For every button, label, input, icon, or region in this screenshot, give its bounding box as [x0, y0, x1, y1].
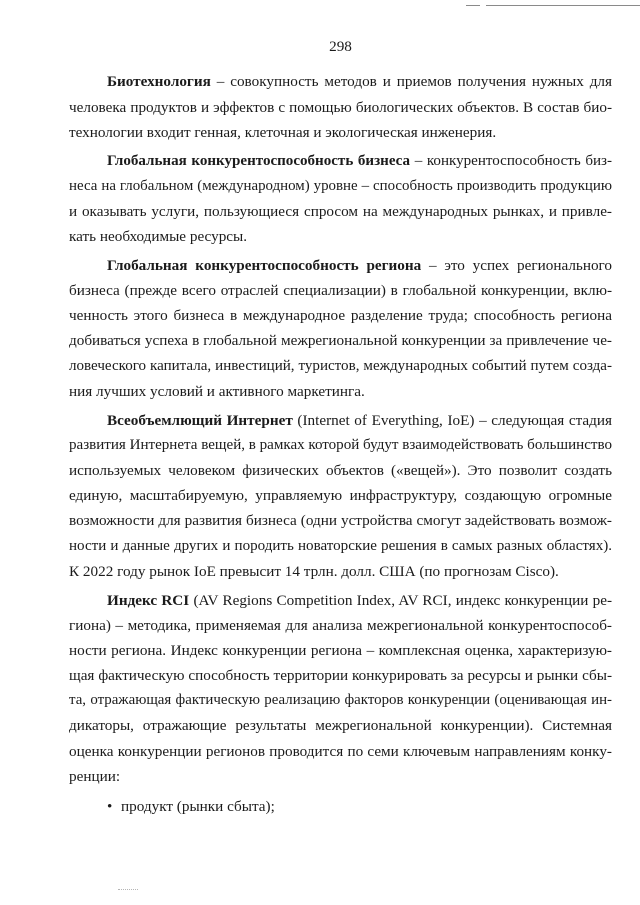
entry-term: Глобальная конкурентоспособность бизнеса — [107, 152, 411, 169]
scan-artifact-line — [486, 5, 640, 6]
glossary-entry-global-business-competitiveness — [69, 149, 612, 250]
text-line: ния лучших условий и активного маркетинга. — [69, 382, 365, 400]
text-body — [69, 69, 612, 819]
entry-term: Глобальная конкурентоспособность региона — [107, 256, 422, 274]
text-line: ности и данные других и породить новаторские решения в самых разных областях). — [69, 537, 612, 554]
text-line: щая фактическую способность территории конкурировать за ресурсы и рынки сбы- — [69, 667, 612, 685]
bullet-list — [69, 794, 612, 819]
entry-text: (AV Regions Competition Index, AV RCI, индекс конкуренции ре- — [189, 591, 612, 609]
text-line: неса на глобальном (международном) уровне – способность производить продукцию — [69, 177, 612, 194]
scan-artifact-dots — [118, 889, 138, 891]
text-line: добиваться успеха в глобальной межрегиональной конкуренции за привлечение че- — [69, 332, 612, 350]
entry-term: Всеобъемлющий Интернет — [107, 411, 293, 429]
entry-term: Биотехнология — [107, 73, 211, 91]
text-line — [69, 69, 612, 94]
text-line: человека продуктов и эффектов с помощью биологических объектов. В состав био- — [69, 98, 612, 116]
text-line: технологии входит генная, клеточная и экологическая инженерия. — [69, 123, 497, 141]
glossary-entry-rci-index — [69, 588, 612, 790]
text-line — [69, 588, 612, 613]
list-item-text: продукт (рынки сбыта); — [121, 798, 275, 816]
glossary-entry-biotechnology — [69, 69, 612, 145]
bullet-icon: • — [107, 798, 113, 816]
glossary-entry-internet-of-everything — [69, 408, 612, 584]
glossary-entry-global-region-competitiveness — [69, 253, 612, 404]
text-line: развития Интернета вещей, в рамках которой будут взаимодействовать большинство — [69, 436, 612, 453]
text-line: кать необходимые ресурсы. — [69, 228, 248, 246]
list-item — [69, 794, 612, 819]
text-line — [69, 253, 612, 278]
text-line: ности региона. Индекс конкуренции региона – комплексная оценка, характеризую- — [69, 641, 612, 659]
text-line: К 2022 году рынок IoE превысит 14 трлн. долл. США (по прогнозам Cisco). — [69, 562, 559, 580]
text-line: гиона) – методика, применяемая для анализа межрегиональной конкурентоспособ- — [69, 616, 612, 634]
text-line: ренции: — [69, 767, 121, 785]
entry-text: – конкурентоспособность биз- — [410, 152, 612, 169]
entry-text: – это успех регионального — [421, 256, 612, 274]
text-line: возможности для развития бизнеса (одни устройства смогут задействовать возмож- — [69, 512, 612, 530]
text-line — [69, 149, 612, 174]
text-line: оценка конкуренции регионов проводится по семи ключевым направлениям конку- — [69, 742, 612, 760]
scan-artifact-line — [466, 5, 480, 6]
text-line: ченность этого бизнеса в международное разделение труда; способность региона — [69, 307, 612, 325]
text-line: используемых человеком физических объектов («вещей»). Это позволит создать — [69, 461, 612, 479]
text-line: бизнеса (прежде всего отраслей специализации) в глобальной конкуренции, вклю- — [69, 282, 612, 300]
text-line — [69, 408, 612, 433]
text-line: дикаторы, отражающие результаты межрегиональной конкуренции). Системная — [69, 717, 612, 735]
text-line: та, отражающая фактическую реализацию факторов конкуренции (оценивающая ин- — [69, 692, 612, 709]
entry-term: Индекс RCI — [107, 591, 190, 609]
text-line: ловеческого капитала, инвестиций, туристов, международных событий путем созда- — [69, 357, 612, 374]
text-line: единую, масштабируемую, управляемую инфраструктуру, создающую огромные — [69, 487, 612, 505]
entry-text: (Internet of Everything, IoE) – следующая стадия — [292, 411, 612, 429]
page-number: 298 — [329, 38, 352, 55]
entry-text: – совокупность методов и приемов получения нужных для — [210, 73, 612, 91]
text-line: и оказывать услуги, пользующиеся спросом на международных рынках, и привле- — [69, 202, 612, 220]
